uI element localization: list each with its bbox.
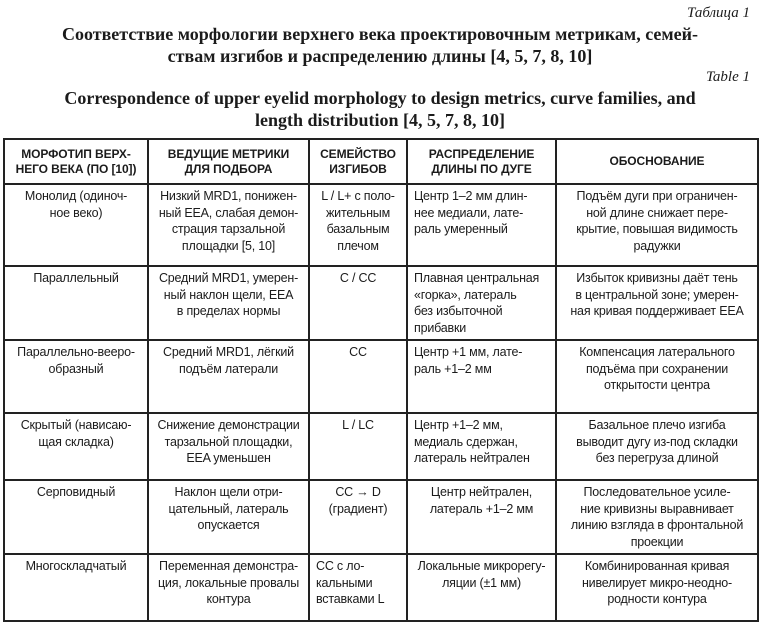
- table-cell: CC → D (градиент): [309, 480, 407, 554]
- table-cell: Последовательное усиле- ние кривизны выравнивает линию взгляда в фронтальной проекции: [556, 480, 758, 554]
- table-caption-en: Table 1: [705, 69, 750, 85]
- table-cell: Центр +1 мм, лате- раль +1–2 мм: [407, 340, 556, 413]
- table-cell: Переменная демонстра- ция, локальные провалы контура: [148, 554, 309, 621]
- table-cell: Параллельно-вееро- образный: [4, 340, 148, 413]
- table-cell: CC: [309, 340, 407, 413]
- table-row: [4, 554, 758, 621]
- table-cell: Плавная центральная «горка», латераль без избыточной прибавки: [407, 266, 556, 340]
- table-row: [4, 480, 758, 554]
- table-cell: C / CC: [309, 266, 407, 340]
- table-cell: Средний MRD1, умерен- ный наклон щели, EEA в пределах нормы: [148, 266, 309, 340]
- column-header-rationale: ОБОСНОВАНИЕ: [556, 139, 758, 184]
- table-cell: Снижение демонстрации тарзальной площадки, EEA уменьшен: [148, 413, 309, 480]
- table-cell: Многоскладчатый: [4, 554, 148, 621]
- page-title-en: Correspondence of upper eyelid morphology to design metrics, curve families, and length distribution [4, 5, 7, 8, 10]: [64, 88, 696, 130]
- morphology-table: [3, 138, 759, 622]
- column-header-length-distribution: РАСПРЕДЕЛЕНИЕ ДЛИНЫ ПО ДУГЕ: [407, 139, 556, 184]
- table-cell: Низкий MRD1, понижен- ный EEA, слабая демон- страция тарзальной площадки [5, 10]: [148, 184, 309, 266]
- table-row: [4, 184, 758, 266]
- table-cell: Центр +1–2 мм, медиаль сдержан, латераль нейтрален: [407, 413, 556, 480]
- table-cell: Центр нейтрален, латераль +1–2 мм: [407, 480, 556, 554]
- table-cell: Избыток кривизны даёт тень в центральной зоне; умерен- ная кривая поддерживает EEA: [556, 266, 758, 340]
- table-row: [4, 266, 758, 340]
- column-header-morphotype: МОРФОТИП ВЕРХ- НЕГО ВЕКА (ПО [10]): [4, 139, 148, 184]
- table-cell: Средний MRD1, лёгкий подъём латерали: [148, 340, 309, 413]
- table-cell: Наклон щели отри- цательный, латераль опускается: [148, 480, 309, 554]
- table-cell: Локальные микрорегу- ляции (±1 мм): [407, 554, 556, 621]
- table-cell: L / L+ с поло- жительным базальным плечом: [309, 184, 407, 266]
- table-cell: Серповидный: [4, 480, 148, 554]
- table-cell: Монолид (одиноч- ное веко): [4, 184, 148, 266]
- page-title-ru: Соответствие морфологии верхнего века проектировочным метрикам, семей- ствам изгибов и распределению длины [4, 5, 7, 8, 10]: [61, 24, 699, 66]
- table-header-row: [4, 139, 758, 184]
- table-caption-ru: Таблица 1: [687, 5, 750, 21]
- table-cell: Параллельный: [4, 266, 148, 340]
- table-cell: Скрытый (нависаю- щая складка): [4, 413, 148, 480]
- table-cell: Центр 1–2 мм длин- нее медиали, лате- раль умеренный: [407, 184, 556, 266]
- column-header-metrics: ВЕДУЩИЕ МЕТРИКИ ДЛЯ ПОДБОРА: [148, 139, 309, 184]
- table-cell: Базальное плечо изгиба выводит дугу из-под складки без перегруза длиной: [556, 413, 758, 480]
- table-cell: CC с ло- кальными вставками L: [309, 554, 407, 621]
- column-header-curve-family: СЕМЕЙСТВО ИЗГИБОВ: [309, 139, 407, 184]
- table-cell: Подъём дуги при ограничен- ной длине снижает пере- крытие, повышая видимость радужки: [556, 184, 758, 266]
- table-row: [4, 340, 758, 413]
- table-cell: L / LC: [309, 413, 407, 480]
- table-cell: Компенсация латерального подъёма при сохранении открытости центра: [556, 340, 758, 413]
- table-cell: Комбинированная кривая нивелирует микро-неодно- родности контура: [556, 554, 758, 621]
- table-row: [4, 413, 758, 480]
